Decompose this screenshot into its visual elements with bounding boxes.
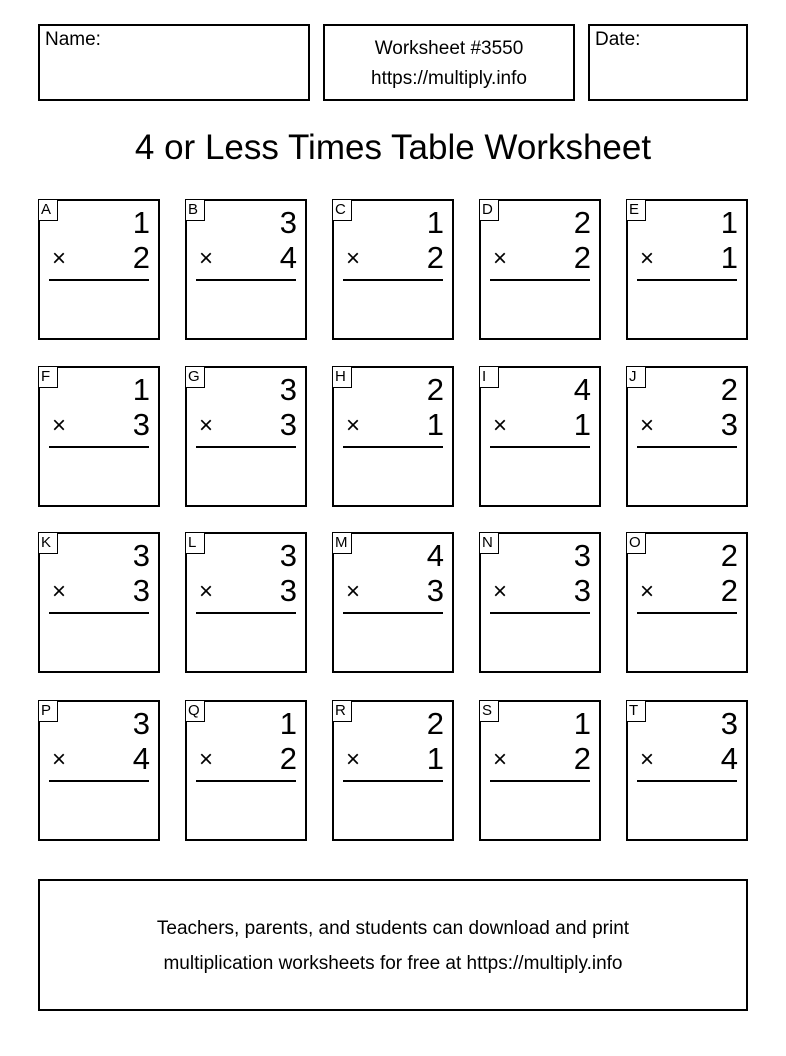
answer-line: [490, 279, 590, 281]
answer-line: [196, 279, 296, 281]
times-icon: ×: [52, 245, 67, 272]
times-icon: ×: [199, 412, 214, 439]
times-icon: ×: [640, 578, 655, 605]
multiplicand: 3: [573, 538, 591, 573]
footer-box: [38, 879, 748, 1011]
answer-line: [196, 446, 296, 448]
times-icon: ×: [199, 578, 214, 605]
page-title: 4 or Less Times Table Worksheet: [134, 128, 652, 167]
multiplier: 1: [720, 240, 738, 275]
answer-line: [49, 612, 149, 614]
problem-card: [626, 700, 748, 841]
website-url: https://multiply.info: [371, 68, 527, 89]
multiplier: 3: [132, 573, 150, 608]
answer-line: [490, 446, 590, 448]
multiplicand: 1: [720, 205, 738, 240]
multiplier: 2: [573, 741, 591, 776]
multiplicand: 4: [426, 538, 444, 573]
problem-card: [38, 700, 160, 841]
problem-letter: J: [626, 366, 646, 388]
times-icon: ×: [52, 578, 67, 605]
multiplier: 3: [132, 407, 150, 442]
problem-card: [185, 700, 307, 841]
answer-line: [49, 780, 149, 782]
answer-line: [343, 612, 443, 614]
multiplier: 4: [132, 741, 150, 776]
times-icon: ×: [640, 412, 655, 439]
answer-line: [196, 612, 296, 614]
problem-letter: H: [332, 366, 352, 388]
multiplier: 2: [573, 240, 591, 275]
worksheet-number: Worksheet #3550: [374, 38, 524, 59]
times-icon: ×: [493, 578, 508, 605]
multiplicand: 2: [720, 538, 738, 573]
times-icon: ×: [346, 245, 361, 272]
multiplier: 1: [426, 741, 444, 776]
problem-letter: M: [332, 532, 352, 554]
multiplicand: 2: [426, 372, 444, 407]
name-label: Name:: [45, 29, 101, 50]
problem-letter: E: [626, 199, 646, 221]
problem-letter: F: [38, 366, 58, 388]
times-icon: ×: [199, 245, 214, 272]
problem-card: [479, 700, 601, 841]
date-label: Date:: [595, 29, 641, 50]
problem-card: [185, 199, 307, 340]
problem-letter: B: [185, 199, 205, 221]
problem-letter: Q: [185, 700, 205, 722]
problem-letter: K: [38, 532, 58, 554]
multiplicand: 3: [132, 706, 150, 741]
footer-line-1: Teachers, parents, and students can download and print: [156, 918, 630, 939]
problem-card: [332, 532, 454, 673]
problem-card: [626, 366, 748, 507]
multiplier: 1: [426, 407, 444, 442]
times-icon: ×: [493, 746, 508, 773]
problem-card: [38, 532, 160, 673]
problem-card: [626, 532, 748, 673]
answer-line: [343, 780, 443, 782]
multiplicand: 3: [279, 205, 297, 240]
multiplicand: 2: [720, 372, 738, 407]
multiplicand: 3: [279, 372, 297, 407]
problem-letter: T: [626, 700, 646, 722]
problem-letter: P: [38, 700, 58, 722]
problem-card: [479, 532, 601, 673]
multiplier: 3: [720, 407, 738, 442]
multiplicand: 1: [132, 372, 150, 407]
footer-line-2: multiplication worksheets for free at https://multiply.info: [163, 953, 623, 974]
multiplicand: 1: [573, 706, 591, 741]
answer-line: [490, 612, 590, 614]
answer-line: [637, 279, 737, 281]
problem-letter: O: [626, 532, 646, 554]
times-icon: ×: [640, 245, 655, 272]
multiplicand: 2: [426, 706, 444, 741]
answer-line: [49, 446, 149, 448]
times-icon: ×: [493, 245, 508, 272]
problem-card: [38, 366, 160, 507]
multiplicand: 1: [426, 205, 444, 240]
problem-card: [185, 532, 307, 673]
multiplicand: 3: [279, 538, 297, 573]
answer-line: [637, 780, 737, 782]
times-icon: ×: [346, 578, 361, 605]
multiplier: 3: [426, 573, 444, 608]
problem-card: [185, 366, 307, 507]
problem-letter: L: [185, 532, 205, 554]
problem-letter: S: [479, 700, 499, 722]
problem-card: [332, 700, 454, 841]
multiplier: 4: [720, 741, 738, 776]
multiplier: 2: [720, 573, 738, 608]
answer-line: [343, 446, 443, 448]
multiplier: 2: [279, 741, 297, 776]
problem-letter: R: [332, 700, 352, 722]
problem-card: [38, 199, 160, 340]
times-icon: ×: [52, 412, 67, 439]
problem-card: [332, 199, 454, 340]
times-icon: ×: [640, 746, 655, 773]
problem-card: [626, 199, 748, 340]
problem-letter: C: [332, 199, 352, 221]
multiplier: 2: [132, 240, 150, 275]
times-icon: ×: [52, 746, 67, 773]
problem-letter: G: [185, 366, 205, 388]
multiplicand: 1: [279, 706, 297, 741]
answer-line: [490, 780, 590, 782]
problem-card: [332, 366, 454, 507]
multiplier: 4: [279, 240, 297, 275]
problem-letter: N: [479, 532, 499, 554]
multiplicand: 3: [720, 706, 738, 741]
multiplicand: 1: [132, 205, 150, 240]
answer-line: [196, 780, 296, 782]
multiplier: 1: [573, 407, 591, 442]
times-icon: ×: [346, 746, 361, 773]
problem-card: [479, 199, 601, 340]
problem-letter: A: [38, 199, 58, 221]
problem-card: [479, 366, 601, 507]
times-icon: ×: [493, 412, 508, 439]
problem-letter: I: [479, 366, 499, 388]
problem-letter: D: [479, 199, 499, 221]
times-icon: ×: [199, 746, 214, 773]
multiplicand: 4: [573, 372, 591, 407]
answer-line: [343, 279, 443, 281]
multiplicand: 3: [132, 538, 150, 573]
multiplier: 3: [279, 407, 297, 442]
multiplicand: 2: [573, 205, 591, 240]
times-icon: ×: [346, 412, 361, 439]
multiplier: 3: [573, 573, 591, 608]
multiplier: 3: [279, 573, 297, 608]
multiplier: 2: [426, 240, 444, 275]
answer-line: [49, 279, 149, 281]
answer-line: [637, 612, 737, 614]
answer-line: [637, 446, 737, 448]
